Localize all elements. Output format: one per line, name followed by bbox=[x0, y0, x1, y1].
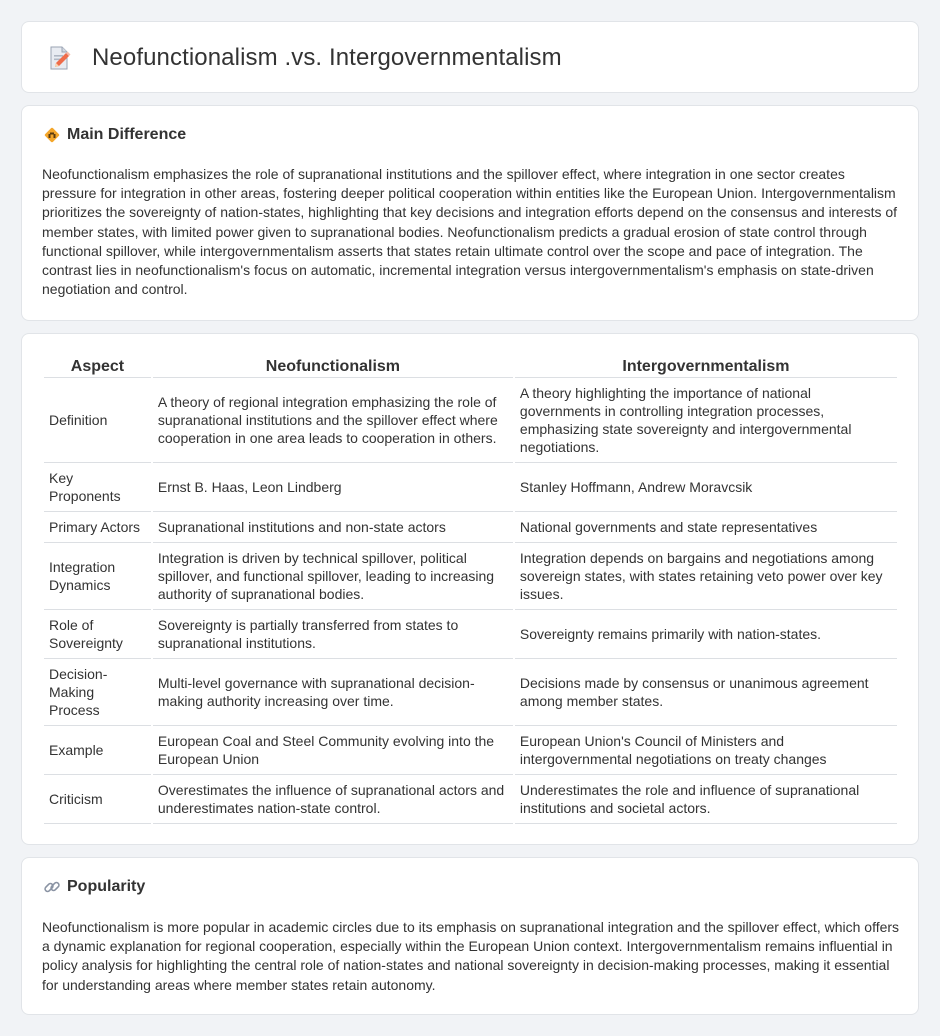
row-intergovernmentalism-cell: National governments and state representatives bbox=[515, 512, 897, 543]
row-neofunctionalism-cell: Integration is driven by technical spillover, political spillover, and functional spillover, leading to increasing authority of supranational bodies. bbox=[153, 543, 513, 610]
column-header-aspect: Aspect bbox=[44, 354, 151, 378]
popularity-section bbox=[21, 857, 919, 1015]
popularity-heading bbox=[43, 878, 145, 896]
row-aspect-cell: Integration Dynamics bbox=[44, 543, 151, 610]
main-difference-text: Neofunctionalism emphasizes the role of supranational institutions and the spillover effect, where integration in one sector creates pressure for integration in other areas, fostering deeper political cooperation within entities like the European Union. Intergovernmentalism prioritizes the sovereignty of nation-states, highlighting that key decisions and integration efforts depend on the consensus and interests of member states, with limited power given to supranational bodies. Neofunctionalism predicts a gradual erosion of state control through functional spillover, while intergovernmentalism asserts that states retain ultimate control over the scope and pace of integration. The contrast lies in neofunctionalism's focus on automatic, incremental integration versus intergovernmentalism's emphasis on state-driven negotiation and control. bbox=[42, 166, 898, 298]
column-header-intergovernmentalism: Intergovernmentalism bbox=[515, 354, 897, 378]
popularity-title: Popularity bbox=[67, 878, 146, 895]
table-header-row bbox=[44, 354, 897, 378]
table-row bbox=[44, 610, 897, 659]
row-aspect-cell: Role of Sovereignty bbox=[44, 610, 151, 659]
popularity-text: Neofunctionalism is more popular in academic circles due to its emphasis on supranational integration and the spillover effect, which offers a dynamic explanation for regional cooperation, especially within the European Union context. Intergovernmentalism remains influential in policy analysis for highlighting the central role of nation-states and national sovereignty in decision-making processes, making it essential for understanding areas where member states retain autonomy. bbox=[42, 919, 900, 993]
row-intergovernmentalism-cell: Stanley Hoffmann, Andrew Moravcsik bbox=[515, 463, 897, 512]
comparison-section bbox=[21, 333, 919, 845]
row-intergovernmentalism-cell: Underestimates the role and influence of supranational institutions and societal actors. bbox=[515, 775, 897, 824]
row-intergovernmentalism-cell: A theory highlighting the importance of national governments in controlling integration processes, emphasizing state sovereignty and intergovernmental negotiations. bbox=[515, 378, 897, 463]
row-neofunctionalism-cell: Multi-level governance with supranational decision-making authority increasing over time. bbox=[153, 659, 513, 726]
link-icon bbox=[43, 878, 61, 896]
row-aspect-cell: Example bbox=[44, 726, 151, 775]
page-title: Neofunctionalism .vs. Intergovernmentalism bbox=[92, 44, 562, 71]
row-intergovernmentalism-cell: Integration depends on bargains and negotiations among sovereign states, with states retaining veto power over key issues. bbox=[515, 543, 897, 610]
row-aspect-cell: Decision-Making Process bbox=[44, 659, 151, 726]
table-row bbox=[44, 512, 897, 543]
table-row bbox=[44, 775, 897, 824]
row-neofunctionalism-cell: A theory of regional integration emphasizing the role of supranational institutions and the spillover effect where cooperation in one area leads to cooperation in others. bbox=[153, 378, 513, 463]
row-intergovernmentalism-cell: Sovereignty remains primarily with nation-states. bbox=[515, 610, 897, 659]
column-header-neofunctionalism: Neofunctionalism bbox=[153, 354, 513, 378]
main-difference-section bbox=[21, 105, 919, 321]
row-aspect-cell: Definition bbox=[44, 378, 151, 463]
main-difference-title: Main Difference bbox=[67, 126, 187, 143]
row-aspect-cell: Primary Actors bbox=[44, 512, 151, 543]
table-row bbox=[44, 659, 897, 726]
table-row bbox=[44, 543, 897, 610]
row-neofunctionalism-cell: Supranational institutions and non-state actors bbox=[153, 512, 513, 543]
row-neofunctionalism-cell: Overestimates the influence of supranational actors and underestimates nation-state control. bbox=[153, 775, 513, 824]
table-row bbox=[44, 378, 897, 463]
row-aspect-cell: Criticism bbox=[44, 775, 151, 824]
row-intergovernmentalism-cell: European Union's Council of Ministers and intergovernmental negotiations on treaty changes bbox=[515, 726, 897, 775]
document-pencil-icon bbox=[46, 45, 72, 71]
main-difference-heading bbox=[43, 126, 186, 144]
row-neofunctionalism-cell: Sovereignty is partially transferred from states to supranational institutions. bbox=[153, 610, 513, 659]
comparison-table bbox=[42, 354, 899, 824]
row-aspect-cell: Key Proponents bbox=[44, 463, 151, 512]
table-row bbox=[44, 463, 897, 512]
row-intergovernmentalism-cell: Decisions made by consensus or unanimous agreement among member states. bbox=[515, 659, 897, 726]
row-neofunctionalism-cell: Ernst B. Haas, Leon Lindberg bbox=[153, 463, 513, 512]
table-row bbox=[44, 726, 897, 775]
diamond-sign-icon bbox=[43, 126, 61, 144]
page-header bbox=[46, 40, 562, 76]
row-neofunctionalism-cell: European Coal and Steel Community evolving into the European Union bbox=[153, 726, 513, 775]
header-card bbox=[21, 21, 919, 93]
